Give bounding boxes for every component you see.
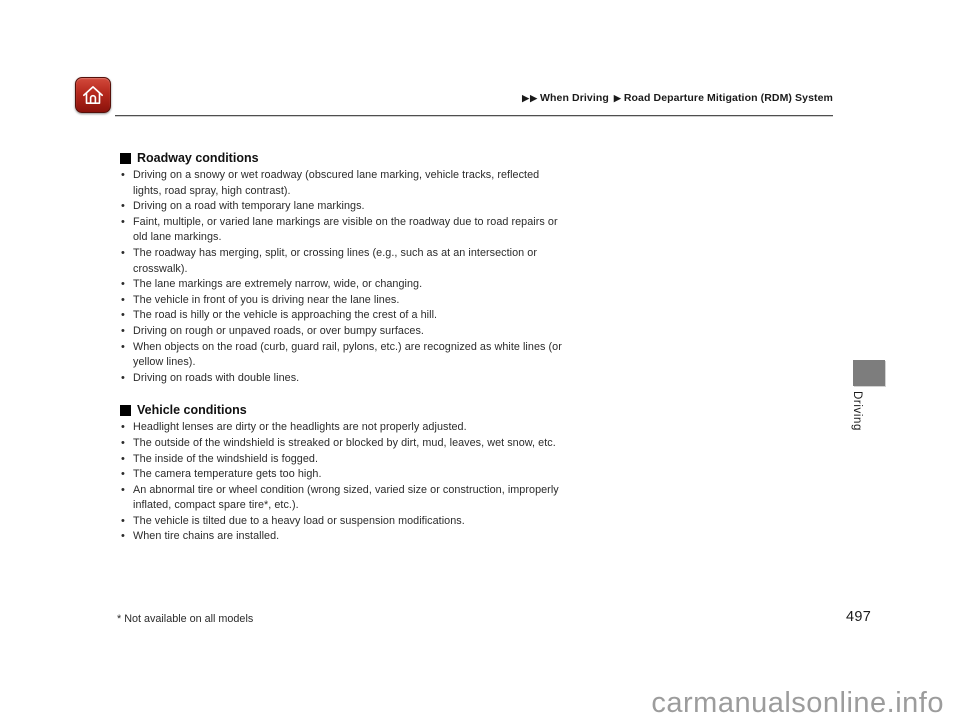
list-item: • Driving on rough or unpaved roads, or over bumpy surfaces. <box>120 324 567 340</box>
footnote: * Not available on all models <box>117 613 254 625</box>
list-item: • The camera temperature gets too high. <box>120 467 567 483</box>
list-item: • The vehicle is tilted due to a heavy load or suspension modifications. <box>120 514 567 530</box>
roadway-conditions-list <box>120 168 567 386</box>
list-item: • The roadway has merging, split, or crossing lines (e.g., such as at an intersection or crosswalk). <box>120 246 567 277</box>
list-item: • Headlight lenses are dirty or the headlights are not properly adjusted. <box>120 420 567 436</box>
list-item: • Faint, multiple, or varied lane markings are visible on the roadway due to road repairs or old lane markings. <box>120 215 567 246</box>
list-item: • The inside of the windshield is fogged. <box>120 452 567 468</box>
page-content <box>120 151 567 545</box>
home-icon[interactable] <box>75 77 111 113</box>
chapter-tab <box>853 360 885 386</box>
header-divider <box>115 115 833 117</box>
breadcrumb-arrow-icon: ▶ <box>613 92 622 103</box>
section-title-text: Vehicle conditions <box>137 403 247 418</box>
breadcrumb-arrows-icon: ▶▶ <box>522 92 539 103</box>
section-title-text: Roadway conditions <box>137 151 259 165</box>
list-item: • Driving on a snowy or wet roadway (obscured lane marking, vehicle tracks, reflected lights, road spray, high contrast). <box>120 168 567 199</box>
list-item: • Driving on roads with double lines. <box>120 371 567 387</box>
list-item: • An abnormal tire or wheel condition (wrong sized, varied size or construction, improperly inflated, compact spare tire*, etc.). <box>120 483 567 514</box>
list-item: • When objects on the road (curb, guard rail, pylons, etc.) are recognized as white lines (or yellow lines). <box>120 340 567 371</box>
list-item: • The road is hilly or the vehicle is approaching the crest of a hill. <box>120 308 567 324</box>
chapter-tab-label: Driving <box>851 391 863 431</box>
watermark: carmanualsonline.info <box>651 687 944 719</box>
section-vehicle-conditions <box>120 403 567 545</box>
breadcrumb-level-2: Road Departure Mitigation (RDM) System <box>623 92 833 104</box>
list-item: • When tire chains are installed. <box>120 529 567 545</box>
breadcrumb-level-1: When Driving <box>540 92 609 104</box>
vehicle-conditions-list <box>120 420 567 545</box>
list-item: • The lane markings are extremely narrow, wide, or changing. <box>120 277 567 293</box>
breadcrumb-segment <box>612 92 833 104</box>
breadcrumb <box>520 92 833 104</box>
list-item: • Driving on a road with temporary lane markings. <box>120 199 567 215</box>
section-heading <box>120 403 567 417</box>
house-glyph <box>80 82 106 108</box>
breadcrumb-segment <box>520 92 612 104</box>
section-marker-icon <box>120 405 131 416</box>
list-item: • The vehicle in front of you is driving near the lane lines. <box>120 293 567 309</box>
section-marker-icon <box>120 153 131 164</box>
section-heading <box>120 151 567 165</box>
page-number: 497 <box>846 609 872 625</box>
list-item: • The outside of the windshield is streaked or blocked by dirt, mud, leaves, wet snow, etc. <box>120 436 567 452</box>
section-roadway-conditions <box>120 151 567 386</box>
